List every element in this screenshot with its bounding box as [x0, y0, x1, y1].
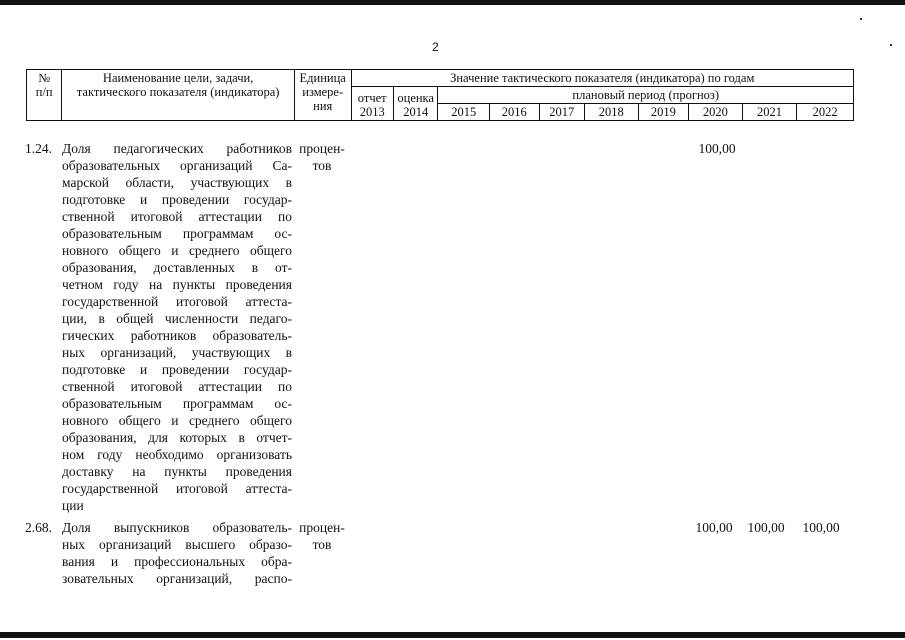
header-plan-title: плановый период (прогноз)	[438, 87, 854, 104]
header-year-2021: 2021	[742, 104, 797, 121]
row-indicator-name: Доля выпускников образователь- ных организаций высшего образо- вания и профессиональных обра- зовательных организаций, распо-	[62, 520, 292, 586]
scan-speck	[890, 44, 892, 46]
value-2020: 100,00	[695, 520, 733, 535]
value-2021: 100,00	[747, 520, 785, 535]
value-2020: 100,00	[698, 141, 736, 156]
scan-speck	[860, 18, 862, 20]
header-year-2017: 2017	[539, 104, 584, 121]
header-unit-cell: Единица измере- ния	[294, 70, 351, 121]
header-report-cell: отчет 2013	[351, 87, 393, 121]
header-name-cell: Наименование цели, задачи, тактического показателя (индикатора)	[62, 70, 295, 121]
row-unit: процен- тов	[299, 520, 345, 552]
row-number: 2.68.	[25, 520, 52, 535]
scan-border-top	[0, 0, 905, 5]
header-year-2019: 2019	[638, 104, 689, 121]
header-values-title: Значение тактического показателя (индикатора) по годам	[351, 70, 854, 87]
page-number: 2	[432, 40, 439, 54]
scan-border-bottom	[0, 632, 905, 638]
value-2022: 100,00	[802, 520, 840, 535]
row-number: 1.24.	[25, 141, 52, 156]
header-year-2020: 2020	[689, 104, 743, 121]
header-year-2018: 2018	[584, 104, 638, 121]
header-number-cell: № п/п	[27, 70, 62, 121]
header-year-2016: 2016	[489, 104, 539, 121]
header-year-2022: 2022	[797, 104, 854, 121]
row-indicator-name: Доля педагогических работников образовательных организаций Са- марской области, участвующих в подготовке и проведении государ- ственной итоговой аттестации по образовательным программам ос- новного общего и среднего общего образования, доставленных в от- четном году на пункты проведения государственной итоговой аттеста- ции, в общей численности педаго- гических работников образователь- ных организаций, участвующих в подготовке и проведении государ- ственной итоговой аттестации по образовательным программам ос- новного общего и среднего общего образования, для которых в отчет- ном году необходимо организовать доставку на пункты проведения государственной итоговой аттеста- ции	[62, 141, 292, 513]
header-year-2015: 2015	[438, 104, 490, 121]
row-unit: процен- тов	[299, 141, 345, 173]
indicator-table-header	[26, 69, 854, 121]
header-estimate-cell: оценка 2014	[393, 87, 437, 121]
